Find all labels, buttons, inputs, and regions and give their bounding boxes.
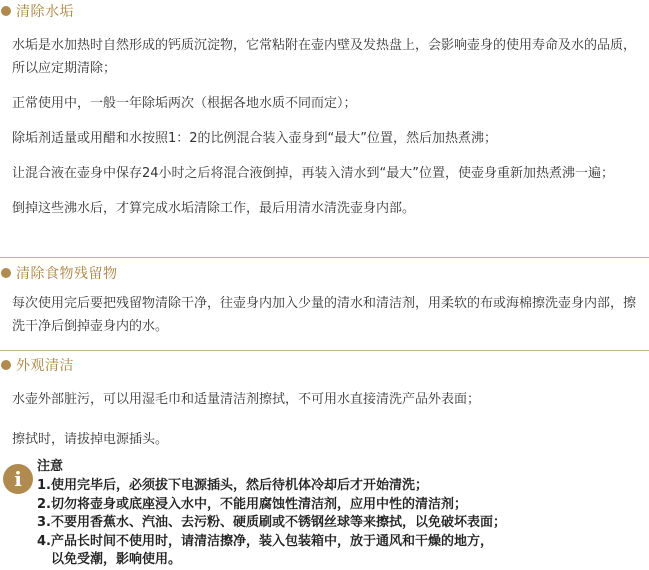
note-item-text: 使用完毕后，必须拔下电源插头，然后待机体冷却后才开始清洗； [50, 478, 428, 493]
section-body-descale [12, 34, 639, 220]
paragraph: 水垢是水加热时自然形成的钙质沉淀物，它常粘附在壶内壁及发热盘上，会影响壶身的使用寿命及水的品质，所以应定期清除； [12, 38, 637, 76]
section-body-food-residue [12, 292, 639, 338]
paragraph: 让混合液在壶身中保存24小时之后将混合液倒掉，再装入清水到“最大”位置，使壶身重新加热煮沸一遍； [12, 166, 615, 181]
note-item-text: 不要用香蕉水、汽油、去污粉、硬质刷或不锈钢丝球等来擦拭，以免破坏表面； [50, 515, 506, 530]
note-item-number: 2. [37, 496, 51, 512]
note-block [3, 458, 645, 568]
paragraph: 倒掉这些沸水后，才算完成水垢清除工作，最后用清水清洗壶身内部。 [12, 201, 416, 216]
paragraph: 擦拭时，请拔掉电源插头。 [12, 432, 169, 447]
bullet-dot-icon [1, 360, 11, 370]
note-item [37, 477, 645, 496]
section-divider [0, 350, 649, 351]
note-item-number: 4. [37, 533, 51, 549]
bullet-dot-icon [1, 6, 11, 16]
info-icon: i [3, 464, 33, 494]
note-item-number: 1. [37, 478, 51, 493]
note-title: 注意 [37, 459, 64, 474]
section-header-exterior [0, 354, 74, 376]
note-item [37, 514, 645, 533]
note-item [37, 496, 645, 515]
section-body-exterior [12, 388, 639, 451]
section-header-food-residue [0, 262, 118, 284]
section-title: 外观清洁 [16, 358, 74, 374]
section-title: 清除水垢 [16, 4, 74, 20]
paragraph: 除垢剂适量或用醋和水按照1：2的比例混合装入壶身到“最大”位置，然后加热煮沸； [12, 131, 498, 146]
section-title: 清除食物残留物 [16, 266, 118, 282]
section-header-descale [0, 0, 74, 22]
paragraph: 正常使用中，一般一年除垢两次（根据各地水质不同而定）； [12, 96, 357, 111]
paragraph: 每次使用完后要把残留物清除干净，往壶身内加入少量的清水和清洁剂，用柔软的布或海棉擦洗壶身内部，擦洗干净后倒掉壶身内的水。 [12, 296, 637, 334]
bullet-dot-icon [1, 268, 11, 278]
paragraph: 水壶外部脏污，可以用湿毛巾和适量清洁剂擦拭，不可用水直接清洗产品外表面； [12, 392, 481, 407]
note-list [37, 477, 645, 570]
note-item-number: 3. [37, 515, 51, 530]
note-item [37, 533, 645, 570]
note-item-text: 产品长时间不使用时，请清洁擦净，装入包装箱中，放于通风和干燥的地方， [50, 533, 493, 549]
note-item-continuation: 以免受潮，影响使用。 [51, 552, 182, 567]
note-item-text: 切勿将壶身或底座浸入水中，不能用腐蚀性清洁剂，应用中性的清洁剂； [50, 496, 467, 512]
section-divider [0, 257, 649, 258]
